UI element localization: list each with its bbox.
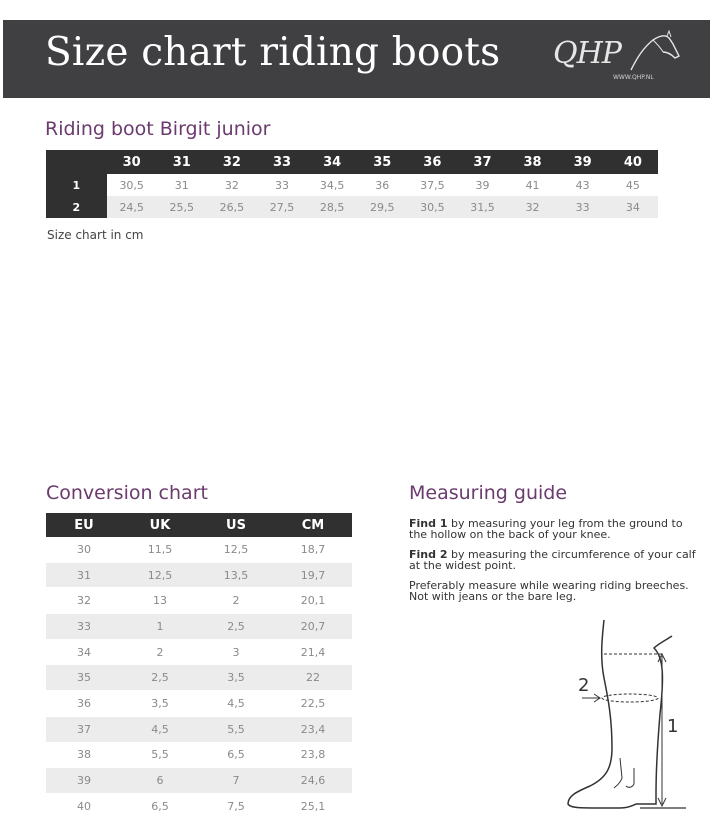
table-cell: 5,5 <box>122 742 198 768</box>
table-cell: 24,6 <box>274 768 352 794</box>
table-cell: 19,7 <box>274 562 352 588</box>
table-cell: 21,4 <box>274 639 352 665</box>
size-cell: 26,5 <box>207 196 257 218</box>
size-chart-title: Riding boot Birgit junior <box>45 118 271 140</box>
find1-text: by measuring your leg from the ground to the hollow on the back of your knee. <box>409 517 683 541</box>
table-cell: 1 <box>122 614 198 640</box>
find1-label: Find 1 <box>409 517 448 530</box>
size-col-header: 33 <box>257 150 307 174</box>
table-cell: 33 <box>46 614 122 640</box>
size-col-header: 32 <box>207 150 257 174</box>
table-cell: 6 <box>122 768 198 794</box>
table-cell: 31 <box>46 562 122 588</box>
measuring-guide-text <box>409 518 699 611</box>
size-cell: 36 <box>357 174 407 196</box>
size-cell: 32 <box>508 196 558 218</box>
find2-text: by measuring the circumference of your calf at the widest point. <box>409 548 696 572</box>
size-cell: 24,5 <box>107 196 157 218</box>
table-cell: 4,5 <box>122 716 198 742</box>
size-cell: 31,5 <box>457 196 507 218</box>
size-cell: 33 <box>558 196 608 218</box>
table-cell: 39 <box>46 768 122 794</box>
table-cell: 30 <box>46 537 122 562</box>
table-cell: 4,5 <box>198 691 274 717</box>
table-cell: 25,1 <box>274 793 352 819</box>
size-col-header: 31 <box>157 150 207 174</box>
size-chart-note: Size chart in cm <box>47 228 144 242</box>
size-cell: 43 <box>558 174 608 196</box>
table-cell: 23,8 <box>274 742 352 768</box>
table-cell: 40 <box>46 793 122 819</box>
table-cell: 2,5 <box>198 614 274 640</box>
table-cell: 12,5 <box>198 537 274 562</box>
measure-note: Preferably measure while wearing riding breeches. Not with jeans or the bare leg. <box>409 579 689 603</box>
size-col-header: 36 <box>407 150 457 174</box>
table-row <box>46 562 352 588</box>
size-cell: 45 <box>608 174 658 196</box>
table-row <box>46 537 352 562</box>
size-cell: 39 <box>457 174 507 196</box>
table-cell: 3,5 <box>122 691 198 717</box>
table-cell: 35 <box>46 665 122 691</box>
table-cell: 2 <box>122 639 198 665</box>
header-banner <box>3 20 710 98</box>
conversion-table <box>46 513 352 820</box>
size-row-label: 2 <box>46 196 107 218</box>
size-chart-table <box>46 150 658 218</box>
table-cell: 36 <box>46 691 122 717</box>
table-cell: 11,5 <box>122 537 198 562</box>
table-row <box>46 691 352 717</box>
table-cell: 32 <box>46 588 122 614</box>
size-cell: 28,5 <box>307 196 357 218</box>
page-title: Size chart riding boots <box>45 30 501 75</box>
conversion-col-header: UK <box>122 513 198 537</box>
size-cell: 30,5 <box>407 196 457 218</box>
table-row <box>46 588 352 614</box>
size-cell: 34 <box>608 196 658 218</box>
size-row-2 <box>46 196 658 218</box>
conversion-col-header: EU <box>46 513 122 537</box>
measure-label-2: 2 <box>578 675 590 696</box>
table-row <box>46 716 352 742</box>
size-cell: 32 <box>207 174 257 196</box>
logo-url: WWW.QHP.NL <box>613 74 654 81</box>
table-cell: 2,5 <box>122 665 198 691</box>
size-header-row <box>46 150 658 174</box>
conversion-chart-title: Conversion chart <box>46 482 208 504</box>
table-cell: 13,5 <box>198 562 274 588</box>
table-cell: 12,5 <box>122 562 198 588</box>
size-col-header: 35 <box>357 150 407 174</box>
table-row <box>46 639 352 665</box>
table-cell: 3,5 <box>198 665 274 691</box>
size-cell: 31 <box>157 174 207 196</box>
table-cell: 7,5 <box>198 793 274 819</box>
table-cell: 38 <box>46 742 122 768</box>
conversion-header-row <box>46 513 352 537</box>
size-col-header: 30 <box>107 150 157 174</box>
size-col-header: 39 <box>558 150 608 174</box>
table-cell: 6,5 <box>198 742 274 768</box>
table-cell: 13 <box>122 588 198 614</box>
table-row <box>46 742 352 768</box>
size-col-header: 40 <box>608 150 658 174</box>
size-cell: 34,5 <box>307 174 357 196</box>
table-cell: 3 <box>198 639 274 665</box>
size-cell: 33 <box>257 174 307 196</box>
table-cell: 20,7 <box>274 614 352 640</box>
size-cell: 37,5 <box>407 174 457 196</box>
conversion-col-header: US <box>198 513 274 537</box>
table-cell: 2 <box>198 588 274 614</box>
size-row-label: 1 <box>46 174 107 196</box>
size-cell: 30,5 <box>107 174 157 196</box>
find1-paragraph <box>409 518 699 540</box>
boot-measurement-diagram <box>560 618 700 818</box>
table-cell: 5,5 <box>198 716 274 742</box>
horse-head-icon <box>623 30 683 80</box>
measuring-guide-title: Measuring guide <box>409 482 568 504</box>
size-col-header: 37 <box>457 150 507 174</box>
size-cell: 27,5 <box>257 196 307 218</box>
size-cell: 41 <box>508 174 558 196</box>
size-col-header: 34 <box>307 150 357 174</box>
table-cell: 22 <box>274 665 352 691</box>
table-row <box>46 793 352 819</box>
table-cell: 37 <box>46 716 122 742</box>
qhp-logo <box>553 28 683 90</box>
table-cell: 20,1 <box>274 588 352 614</box>
measure-label-1: 1 <box>667 716 679 737</box>
size-col-header: 38 <box>508 150 558 174</box>
logo-text: QHP <box>553 36 621 71</box>
table-cell: 6,5 <box>122 793 198 819</box>
size-cell: 25,5 <box>157 196 207 218</box>
find2-label: Find 2 <box>409 548 448 561</box>
table-row <box>46 665 352 691</box>
table-cell: 22,5 <box>274 691 352 717</box>
table-row <box>46 768 352 794</box>
table-cell: 18,7 <box>274 537 352 562</box>
size-header-corner <box>46 150 107 174</box>
conversion-col-header: CM <box>274 513 352 537</box>
size-cell: 29,5 <box>357 196 407 218</box>
table-row <box>46 614 352 640</box>
table-cell: 23,4 <box>274 716 352 742</box>
find2-paragraph <box>409 549 699 571</box>
size-row-1 <box>46 174 658 196</box>
table-cell: 34 <box>46 639 122 665</box>
table-cell: 7 <box>198 768 274 794</box>
